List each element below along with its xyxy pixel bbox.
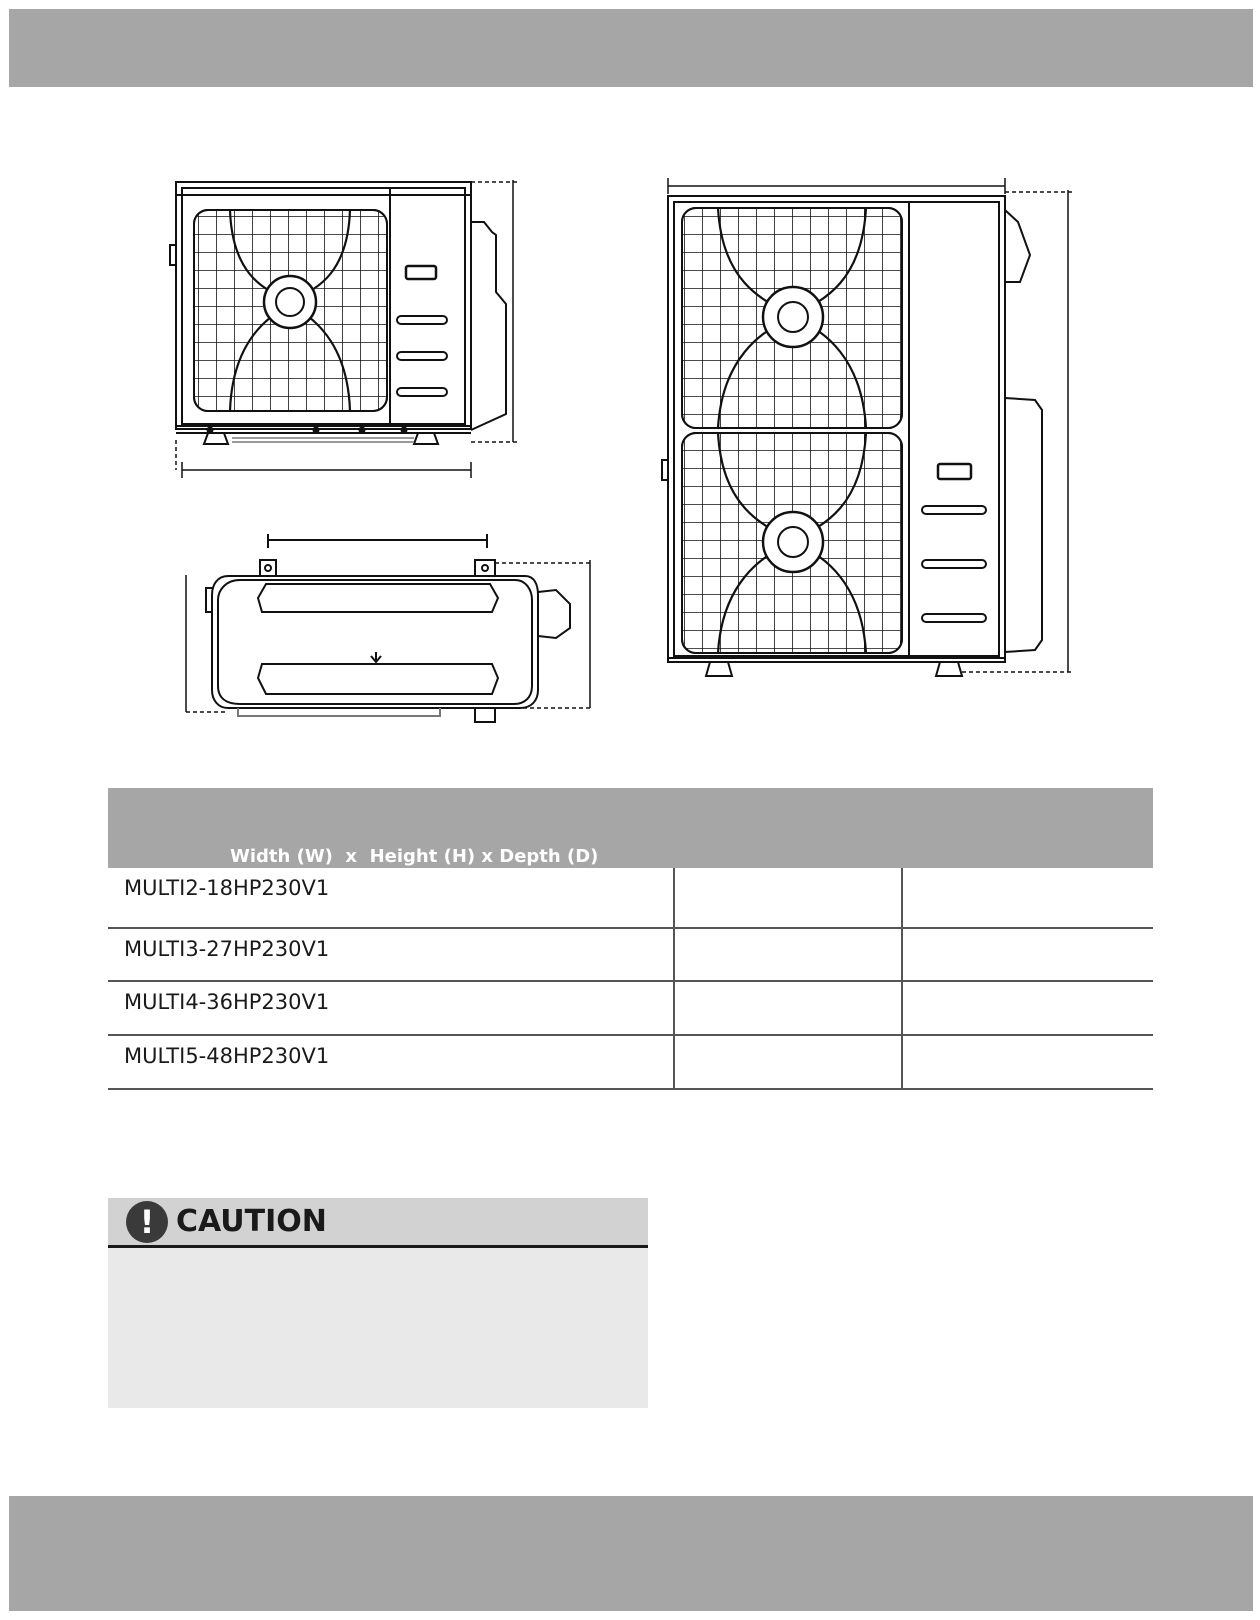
table-header	[108, 788, 1153, 868]
model-cell: MULTI5-48HP230V1	[124, 1044, 330, 1068]
large-unit-front-view	[662, 196, 1042, 676]
empty-cell	[675, 1036, 903, 1088]
model-cell: MULTI3-27HP230V1	[124, 937, 330, 961]
caution-header	[108, 1198, 648, 1248]
caution-title: CAUTION	[176, 1204, 327, 1239]
empty-cell	[675, 982, 903, 1034]
caution-box	[108, 1198, 648, 1408]
exclamation-icon: !	[126, 1201, 168, 1243]
table-row	[108, 929, 1153, 982]
dimensions-table	[108, 788, 1153, 1090]
empty-cell	[903, 982, 1153, 1034]
empty-cell	[903, 1036, 1153, 1088]
empty-cell	[675, 929, 903, 980]
table-row	[108, 982, 1153, 1036]
unit-top-view	[206, 534, 570, 722]
empty-cell	[675, 868, 903, 927]
table-row	[108, 1036, 1153, 1090]
model-cell: MULTI2-18HP230V1	[124, 876, 330, 900]
bottom-footer-bar	[9, 1496, 1253, 1611]
table-row	[108, 868, 1153, 929]
dimension-column-header: Width (W) x Height (H) x Depth (D)	[230, 846, 599, 867]
empty-cell	[903, 929, 1153, 980]
empty-cell	[903, 868, 1153, 927]
small-unit-front-view	[170, 182, 506, 444]
model-cell: MULTI4-36HP230V1	[124, 990, 330, 1014]
dimension-drawings	[0, 0, 1260, 760]
